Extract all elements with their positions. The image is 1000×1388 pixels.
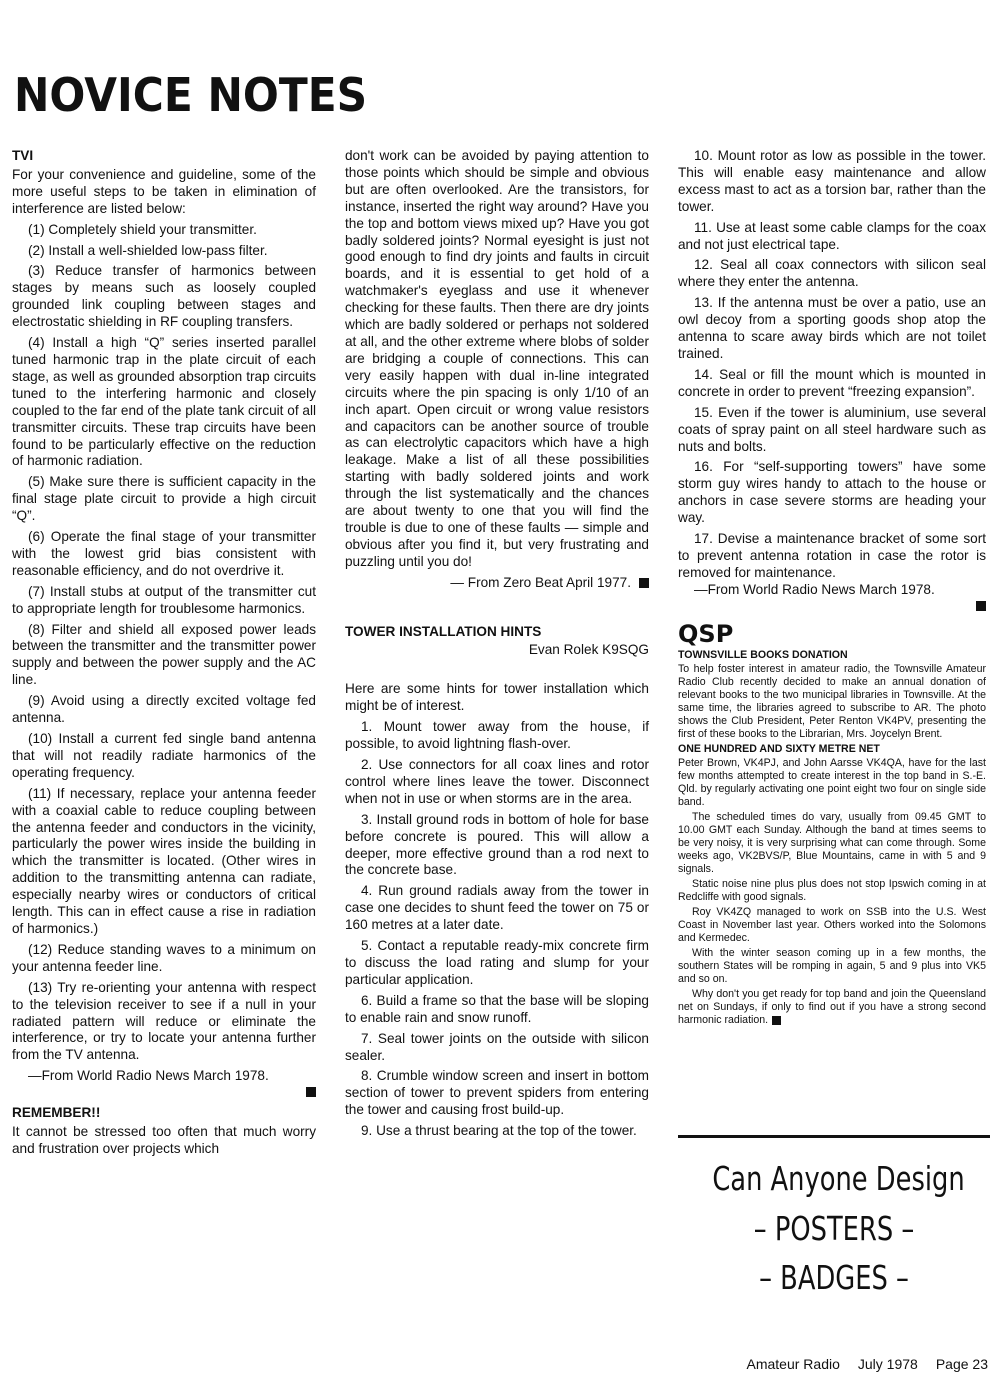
tvi-source: —From World Radio News March 1978.: [28, 1068, 269, 1084]
tvi-intro: For your convenience and guideline, some of the more useful steps to be taken in elimination of interference are listed below:: [12, 166, 316, 216]
net-paragraph: Why don't you get ready for top band and join the Queensland net on Sundays, if only to find out if you have a strong second harmonic radiation.: [678, 988, 986, 1027]
net-heading: ONE HUNDRED AND SIXTY METRE NET: [678, 743, 880, 756]
advert-line: – BADGES –: [759, 1258, 909, 1297]
tvi-item: (9) Avoid using a directly excited voltage fed antenna.: [12, 693, 316, 726]
tower-hint: 6. Build a frame so that the base will be sloping to enable rain and snow runoff.: [345, 992, 649, 1025]
remember-source: — From Zero Beat April 1977.: [450, 574, 631, 590]
page-title: NOVICE NOTES: [14, 68, 368, 122]
tower-hint: 12. Seal all coax connectors with silicon seal where they enter the antenna.: [678, 257, 986, 290]
column-1: [12, 148, 316, 1162]
townsville-text: To help foster interest in amateur radio, the Townsville Amateur Radio Club recently decided to make an annual donation of relevant books to the two municipal libraries in Townsville. At the same time, the libraries agreed to subscribe to AR. The photo shows the Club President, Peter Renton VK4PV, presenting the first of these books to the Librarian, Mrs. Joycelyn Brent.: [678, 663, 986, 741]
column-3: [678, 148, 986, 1029]
end-mark: [678, 599, 986, 611]
tower-hint: 7. Seal tower joints on the outside with silicon sealer.: [345, 1030, 649, 1063]
remember-source-line: [345, 575, 649, 592]
tvi-item: (2) Install a well-shielded low-pass filter.: [28, 242, 268, 258]
tower-hint: 1. Mount tower away from the house, if possible, to avoid lightning flash-over.: [345, 719, 649, 752]
column-2: [345, 148, 649, 1144]
net-paragraph: Roy VK4ZQ managed to work on SSB into the U.S. West Coast in November last year. Others worked into the Solomons and Kermedec.: [678, 906, 986, 945]
tower-hint: 2. Use connectors for all coax lines and rotor control where lines leave the tower. Disconnect when not in use or when storms are in the area.: [345, 757, 649, 806]
end-mark: [639, 578, 649, 588]
tower-hint: 17. Devise a maintenance bracket of some sort to prevent antenna rotation in case the rotor is removed for maintenance.: [678, 531, 986, 580]
advert-line: – POSTERS –: [753, 1208, 915, 1248]
tower-author: Evan Rolek K9SQG: [528, 642, 649, 658]
tvi-item: (12) Reduce standing waves to a minimum on your antenna feeder line.: [12, 941, 316, 974]
remember-heading: REMEMBER!!: [12, 1105, 101, 1121]
townsville-heading: TOWNSVILLE BOOKS DONATION: [678, 649, 848, 662]
net-paragraph-last: [678, 988, 986, 1027]
tvi-item: (6) Operate the final stage of your transmitter with the lowest grid bias consistent with reasonable efficiency, and do not overdrive it.: [12, 529, 316, 578]
qsp-section: [678, 649, 986, 1027]
tvi-item: (5) Make sure there is sufficient capacity in the final stage plate circuit to provide a high circuit “Q”.: [12, 474, 316, 524]
tvi-item: (13) Try re-orienting your antenna with respect to the television receiver to see if a null in your radiated pattern will reduce or eliminate the interference, or try to locate your antenna further from the TV antenna.: [12, 979, 316, 1063]
page-footer: [747, 1356, 989, 1372]
tower-intro: Here are some hints for tower installation which might be of interest.: [345, 681, 649, 714]
tvi-item: (10) Install a current fed single band antenna that will not readily radiate harmonics of the operating frequency.: [12, 731, 316, 780]
net-paragraph: The scheduled times do vary, usually from 09.45 GMT to 10.00 GMT each Sunday. Although the band at times seems to be very noisy, it is very surprising what can come through. Some weeks ago, VK2BVS/P, Blue Mountains, came in with 5 and 9 signals.: [678, 811, 986, 876]
tvi-heading: TVI: [12, 148, 34, 163]
tower-hint: 14. Seal or fill the mount which is mounted in concrete in order to prevent “freezing expansion”.: [678, 366, 986, 399]
tower-hint: 10. Mount rotor as low as possible in the tower. This will enable easy maintenance and allow excess mast to act as a torsion bar, rather than the tower.: [678, 148, 986, 214]
end-mark: [12, 1085, 316, 1097]
spacer: [345, 596, 649, 624]
tower-source: —From World Radio News March 1978.: [694, 581, 935, 597]
footer-magazine: Amateur Radio: [746, 1356, 840, 1372]
qsp-title: QSP: [678, 619, 734, 648]
tower-hint: 3. Install ground rods in bottom of hole for base before concrete is poured. This will allow a deeper, more effective ground than a rod next to the concrete base.: [345, 811, 649, 878]
tower-hint: 9. Use a thrust bearing at the top of the tower.: [361, 1123, 637, 1139]
remember-text-cont: don't work can be avoided by paying attention to those points which should be simple and obvious but are often overlooked. Are the transistors, for instance, inserted the right way around? Have you the top and bottom views mixed up? Have you got badly soldered joints? Normal eyesight is just not good enough to find dry joints and faults in circuit boards, and it is essential to get hold of a watchmaker's eyeglass and use it whenever checking for these faults. Then there are dry joints which are badly soldered or perhaps not soldered at all, and the other extreme where blobs of solder are bridging a couple of connections. This can very easily happen with dual in-line integrated circuits where the pin spacing is only 1/10 of an inch apart. Open circuit or wrong value resistors and capacitors can be another source of trouble as can electrolytic capacitors which have a high leakage. Make a list of all these possibilities starting with badly soldered joints and work through the list systematically and the chances are about twenty to one that you will find the trouble is due to one of these faults — simple and obvious after you find it, but very frustrating and puzzling until you do!: [345, 148, 649, 569]
net-paragraph: Peter Brown, VK4PJ, and John Aarsse VK4QA, have for the last few months attempted to create interest in the top band in S.-E. Qld. by regularly activating one point eight two four on single side band.: [678, 757, 986, 809]
net-paragraph: With the winter season coming up in a few months, the southern States will be romping in again, 5 and 9 plus into VK5 and so on.: [678, 947, 986, 986]
tvi-item: (8) Filter and shield all exposed power leads between the transmitter and the transmitter power supply and between the power supply and the AC line.: [12, 621, 316, 688]
tower-hint: 11. Use at least some cable clamps for the coax and not just electrical tape.: [678, 219, 986, 252]
tvi-item: (7) Install stubs at output of the transmitter cut to appropriate length for troublesome harmonics.: [12, 583, 316, 616]
tower-heading: TOWER INSTALLATION HINTS: [345, 623, 542, 639]
advert-line: Can Anyone Design: [712, 1159, 965, 1198]
end-mark: [772, 1016, 781, 1025]
footer-page: Page 23: [935, 1356, 988, 1372]
footer-issue: July 1978: [857, 1356, 918, 1372]
tvi-item: (4) Install a high “Q” series inserted parallel tuned harmonic trap in the plate circuit of each stage, as well as grounded absorption trap circuits tuned to the interfering harmonic and closely coupled to the far end of the plate tank circuit of all transmitter circuits. These trap circuits have been found to be particularly effective on the reduction of harmonic radiation.: [12, 335, 316, 469]
tvi-item: (1) Completely shield your transmitter.: [28, 221, 257, 237]
tower-hint: 8. Crumble window screen and insert in bottom section of tower to prevent spiders from entering the tower and causing frost build-up.: [345, 1068, 649, 1118]
tvi-item: (3) Reduce transfer of harmonics between stages by means such as loosely coupled grounded link coupling between stages and electrostatic shielding in RF coupling transfers.: [12, 263, 316, 330]
tower-hint: 13. If the antenna must be over a patio, use an owl decoy from a sporting goods shop atop the antenna to scare away birds which are not toilet trained.: [678, 295, 986, 361]
net-paragraph: Static noise nine plus plus does not stop Ipswich coming in at Redcliffe with good signals.: [678, 878, 986, 904]
spacer: [345, 663, 649, 681]
tower-hint: 5. Contact a reputable ready-mix concrete firm to discuss the load rating and slump for your particular application.: [345, 938, 649, 987]
remember-text: It cannot be stressed too often that much worry and frustration over projects which: [12, 1124, 316, 1156]
tower-hint: 4. Run ground radials away from the tower in case one decides to shunt feed the tower on 75 or 160 metres at a later date.: [345, 883, 649, 933]
advert-box: [678, 1135, 990, 1338]
tower-hint: 16. For “self-supporting towers” have some storm guy wires handy to attach to the house or anchors in case severe storms are heading your way.: [678, 459, 986, 526]
tvi-item: (11) If necessary, replace your antenna feeder with a coaxial cable to reduce coupling between the antenna feeder and conductors in the vicinity, particularly the power wires inside the building in which the transmitter is located. (Other wires in addition to the transmitting antenna can radiate, especially nearby wires or conductors of critical length. This can in effect cause a rise in radiation of harmonics.): [12, 785, 316, 936]
tower-hint: 15. Even if the tower is aluminium, use several coats of spray paint on all steel hardware such as nuts and bolts.: [678, 404, 986, 454]
